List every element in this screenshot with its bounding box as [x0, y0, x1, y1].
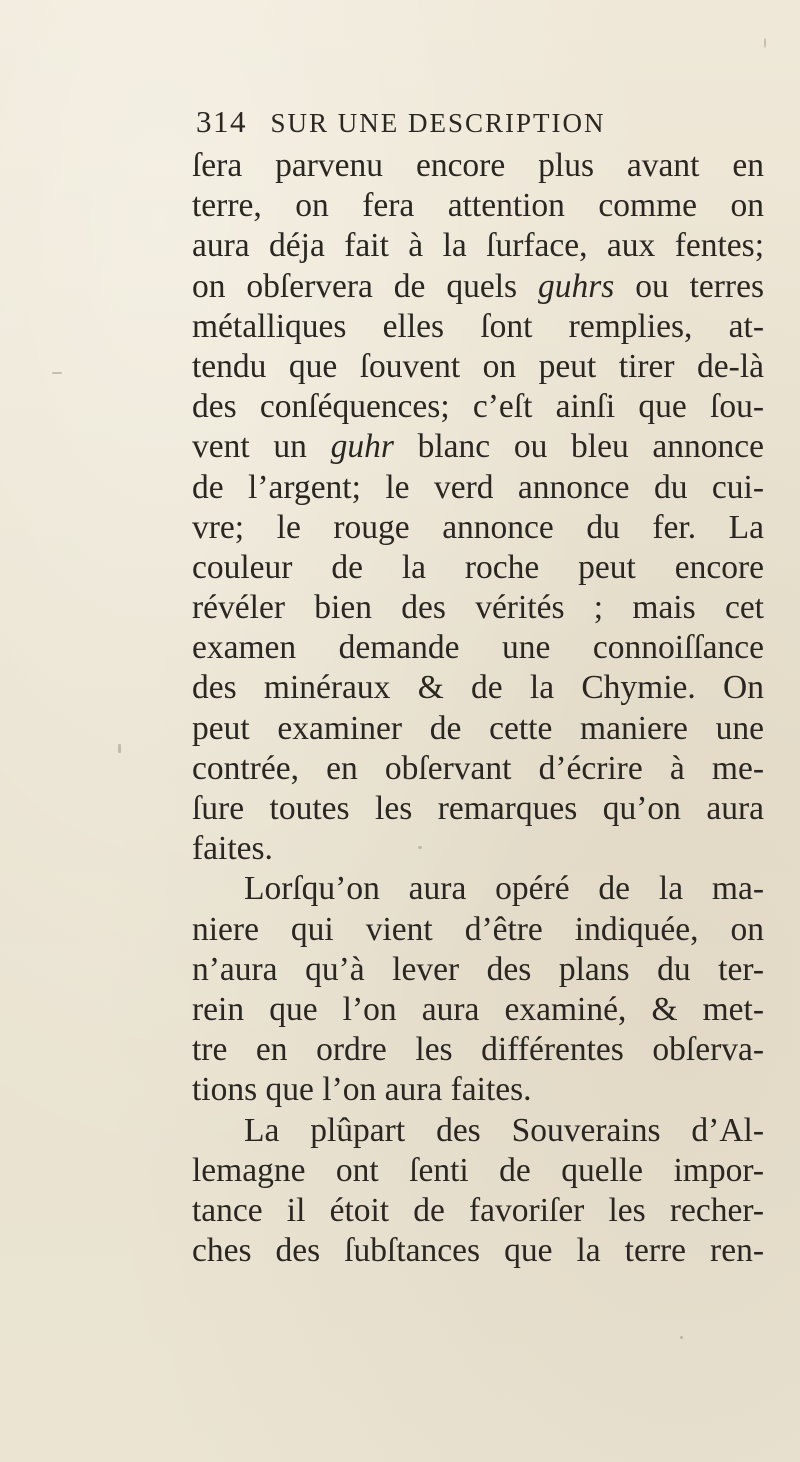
paper-speck — [418, 846, 422, 849]
page-number: 314 — [196, 104, 247, 139]
text-line: contrée, en obſervant d’écrire à me- — [192, 749, 764, 787]
running-title: SUR UNE DESCRIPTION — [270, 108, 606, 138]
text-line: faites. — [192, 830, 273, 868]
text-run: blanc ou bleu annonce — [393, 428, 764, 466]
text-line: des conſéquences; c’eſt ainſi que ſou- — [192, 388, 764, 426]
italic-term: guhr — [330, 428, 394, 466]
text-line: révéler bien des vérités ; mais cet — [192, 589, 764, 627]
text-line: tions que l’on aura faites. — [192, 1071, 532, 1109]
text-line: Lorſqu’on aura opéré de la ma- — [244, 870, 764, 908]
text-line: n’aura qu’à lever des plans du ter- — [192, 950, 764, 988]
running-header — [196, 104, 606, 144]
body-text — [192, 146, 764, 1271]
text-line: terre, on fera attention comme on — [192, 187, 764, 225]
text-line: peut examiner de cette maniere une — [192, 709, 764, 747]
italic-term: guhrs — [537, 267, 615, 305]
text-line: ſure toutes les remarques qu’on aura — [192, 790, 764, 827]
text-line: niere qui vient d’être indiquée, on — [192, 910, 764, 948]
text-line: de l’argent; le verd annonce du cui- — [192, 468, 764, 506]
text-run: ou terres — [614, 267, 764, 305]
text-run: vent un — [192, 428, 331, 466]
text-line: lemagne ont ſenti de quelle impor- — [192, 1151, 764, 1189]
paper-speck — [764, 38, 766, 48]
text-line: tance il étoit de favoriſer les recher- — [192, 1191, 764, 1229]
text-line: rein que l’on aura examiné, & met- — [192, 990, 764, 1028]
paper-speck — [118, 744, 121, 753]
text-line: tre en ordre les différentes obſerva- — [192, 1031, 764, 1069]
text-line: couleur de la roche peut encore — [192, 548, 764, 586]
text-line: ches des ſubſtances que la terre ren- — [192, 1232, 764, 1270]
paper-speck — [52, 372, 62, 374]
text-line: tendu que ſouvent on peut tirer de-là — [192, 347, 764, 385]
text-line: vre; le rouge annonce du fer. La — [192, 508, 764, 546]
text-line: ſera parvenu encore plus avant en — [192, 147, 764, 184]
text-line — [192, 427, 764, 467]
text-run: on obſervera de quels — [192, 267, 538, 305]
text-line: La plûpart des Souverains d’Al- — [244, 1111, 764, 1149]
text-line: examen demande une connoiſſance — [192, 629, 764, 667]
text-line: aura déja fait à la ſurface, aux fentes; — [192, 227, 764, 265]
text-line: métalliques elles ſont remplies, at- — [192, 307, 764, 345]
text-line: des minéraux & de la Chymie. On — [192, 669, 764, 707]
text-line — [192, 267, 764, 307]
paper-speck — [680, 1336, 683, 1339]
